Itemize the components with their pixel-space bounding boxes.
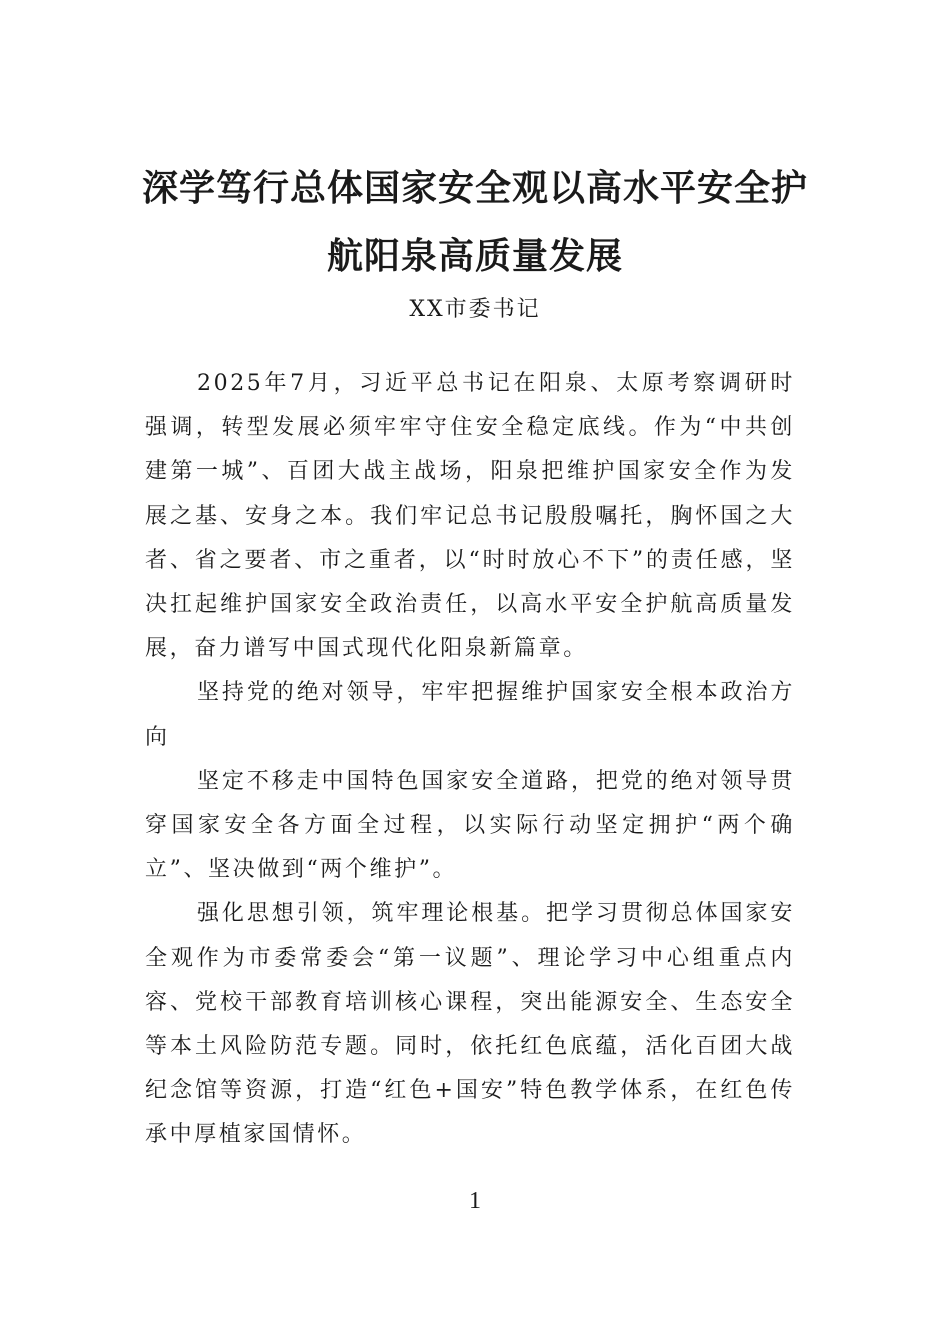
paragraph-path: 坚定不移走中国特色国家安全道路，把党的绝对领导贯穿国家安全各方面全过程，以实际行动坚定拥护“两个确立”、坚决做到“两个维护”。	[145, 768, 795, 883]
document-body	[145, 362, 795, 1158]
page-number: 1	[469, 1188, 481, 1214]
section-heading: 坚持党的绝对领导，牢牢把握维护国家安全根本政治方向	[145, 680, 795, 750]
paragraph-ideology: 强化思想引领，筑牢理论根基。把学习贯彻总体国家安全观作为市委常委会“第一议题”、理论学习中心组重点内容、党校干部教育培训核心课程，突出能源安全、生态安全等本土风险防范专题。同时，依托红色底蕴，活化百团大战纪念馆等资源，打造“红色+国安”特色教学体系，在红色传承中厚植家国情怀。	[145, 901, 795, 1148]
document-title-line-1: 深学笃行总体国家安全观以高水平安全护	[141, 167, 808, 209]
paragraph-intro: 2025年7月，习近平总书记在阳泉、太原考察调研时强调，转型发展必须牢牢守住安全稳定底线。作为“中共创建第一城”、百团大战主战场，阳泉把维护国家安全作为发展之基、安身之本。我们牢记总书记殷殷嘱托，胸怀国之大者、省之要者、市之重者，以“时时放心不下”的责任感，坚决扛起维护国家安全政治责任，以高水平安全护航高质量发展，奋力谱写中国式现代化阳泉新篇章。	[145, 371, 795, 662]
document-title-line-2: 航阳泉高质量发展	[326, 235, 623, 277]
document-author: XX市委书记	[409, 297, 541, 322]
